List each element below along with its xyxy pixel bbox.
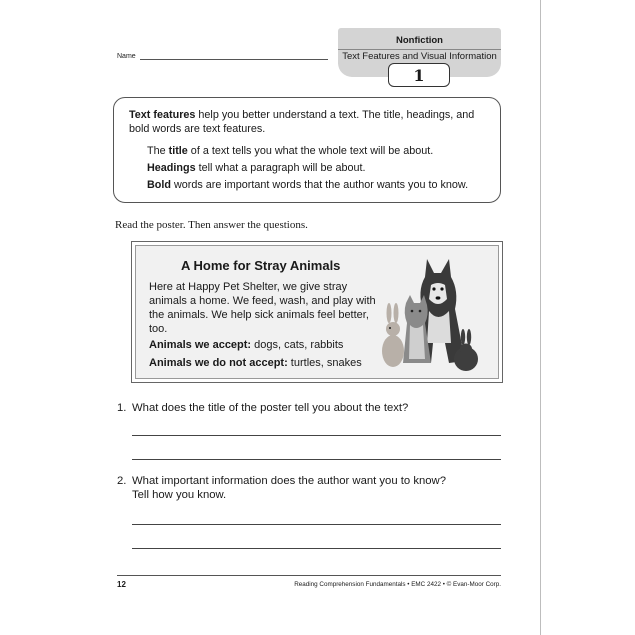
footer-rule <box>117 575 501 576</box>
poster-title: A Home for Stray Animals <box>181 258 341 273</box>
skill-subtitle: Text Features and Visual Information <box>342 51 497 62</box>
page-number: 12 <box>117 580 126 589</box>
rabbit-icon <box>382 303 404 367</box>
footer-credit: Reading Comprehension Fundamentals • EMC 2422 • © Evan-Moor Corp. <box>294 581 501 588</box>
question-2-text-cont: Tell how you know. <box>132 489 227 501</box>
name-input-line[interactable] <box>140 52 328 60</box>
answer-line[interactable] <box>132 548 501 549</box>
poster-accept: Animals we accept: dogs, cats, rabbits <box>149 339 344 351</box>
header-tab <box>338 28 501 64</box>
question-2-text: What important information does the author want you to know? <box>132 475 446 487</box>
question-2: 2. What important information does the author want you to know? Tell how you know. <box>117 475 446 501</box>
answer-line[interactable] <box>132 459 501 460</box>
instruction-text: Read the poster. Then answer the questions. <box>115 219 308 231</box>
info-item-title: The title of a text tells you what the whole text will be about. <box>147 145 434 157</box>
info-intro-bold: Text features <box>129 109 196 121</box>
question-1-text: What does the title of the poster tell you about the text? <box>132 402 409 414</box>
lesson-number: 1 <box>388 63 450 87</box>
header-divider <box>338 49 501 50</box>
poster-inner <box>135 245 499 379</box>
info-item-headings: Headings tell what a paragraph will be about. <box>147 162 366 174</box>
animals-photo <box>379 251 494 378</box>
category-label: Nonfiction <box>396 35 443 46</box>
question-1: 1. What does the title of the poster tell you about the text? <box>117 402 409 414</box>
text-features-box <box>113 97 501 203</box>
answer-line[interactable] <box>132 524 501 525</box>
poster <box>131 241 503 383</box>
info-intro-text: help you better understand a text. The title, headings, and bold words are text features. <box>129 109 475 135</box>
page-edge <box>540 0 541 635</box>
answer-line[interactable] <box>132 435 501 436</box>
info-intro <box>129 108 484 136</box>
poster-body: Here at Happy Pet Shelter, we give stray animals a home. We feed, wash, and play with the animals. We help sick animals feel better, too. <box>149 281 376 335</box>
poster-reject: Animals we do not accept: turtles, snakes <box>149 357 362 369</box>
info-item-bold: Bold words are important words that the author wants you to know. <box>147 179 469 191</box>
name-label: Name <box>117 53 136 60</box>
name-row <box>117 52 328 60</box>
